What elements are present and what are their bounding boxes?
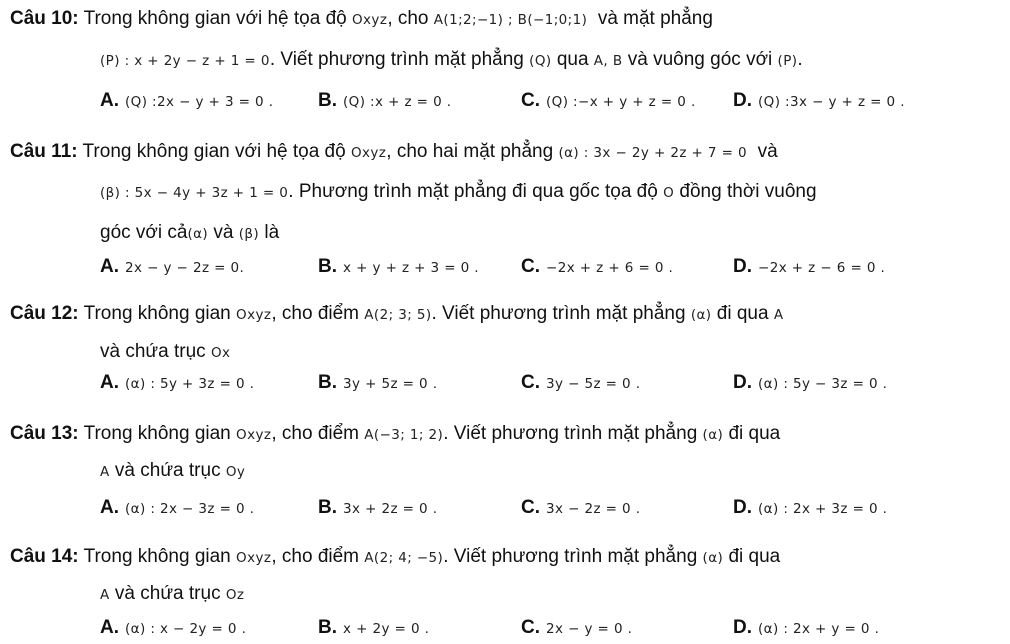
option-label: B.	[318, 497, 337, 518]
option-text: (Q) :x + z = 0 .	[343, 94, 452, 110]
question-13-math-5: Oy	[225, 464, 246, 480]
question-14-math-1: Oxyz	[236, 550, 272, 566]
option-label: C.	[521, 256, 540, 277]
question-11-line-2	[100, 180, 817, 205]
question-10-number: Câu 10:	[10, 8, 79, 29]
question-13-option-d[interactable]	[733, 496, 887, 521]
question-13-line-2	[100, 459, 245, 484]
question-11-text-2: , cho hai mặt phẳng	[386, 141, 554, 162]
option-text: (α) : 2x + 3z = 0 .	[758, 501, 888, 517]
question-12-line-1	[10, 302, 783, 327]
question-14-option-c[interactable]	[521, 616, 632, 641]
question-11-text-8: là	[264, 222, 280, 243]
question-14-number: Câu 14:	[10, 546, 79, 567]
question-13-math-1: Oxyz	[236, 427, 272, 443]
question-11-math-1: Oxyz	[350, 145, 387, 161]
option-label: A.	[100, 90, 119, 111]
question-11-line-1	[10, 140, 778, 165]
question-12-text-4: đi qua	[716, 303, 769, 324]
question-12-math-4: A	[773, 307, 784, 323]
option-text: (Q) :−x + y + z = 0 .	[546, 94, 696, 110]
question-11-option-a[interactable]	[100, 255, 244, 280]
question-14-option-d[interactable]	[733, 616, 879, 641]
question-12-line-2	[100, 340, 230, 365]
question-11-math-2: (α) : 3x − 2y + 2z + 7 = 0	[558, 145, 747, 161]
option-text: (α) : 5y + 3z = 0 .	[125, 376, 255, 392]
question-12-option-a[interactable]	[100, 371, 254, 396]
question-11-number: Câu 11:	[10, 141, 78, 162]
question-13-math-2: A(−3; 1; 2)	[364, 427, 444, 443]
question-10-line-2	[100, 48, 803, 73]
option-label: C.	[521, 372, 540, 393]
question-11-math-3: (β) : 5x − 4y + 3z + 1 = 0	[100, 185, 289, 201]
option-text: 2x − y = 0 .	[546, 621, 633, 637]
question-14-line-2	[100, 582, 244, 607]
option-text: x + y + z + 3 = 0 .	[343, 260, 480, 276]
question-12-math-2: A(2; 3; 5)	[364, 307, 432, 323]
question-13-text-4: đi qua	[728, 423, 781, 444]
question-11-option-b[interactable]	[318, 255, 479, 280]
option-text: (α) : x − 2y = 0 .	[125, 621, 247, 637]
option-text: −2x + z + 6 = 0 .	[546, 260, 674, 276]
question-13-line-1	[10, 422, 780, 447]
question-14-text-1: Trong không gian	[83, 546, 231, 567]
question-11-math-6: (α)	[187, 226, 209, 242]
question-14-option-a[interactable]	[100, 616, 246, 641]
question-14-text-4: đi qua	[728, 546, 781, 567]
question-14-math-4: A	[100, 587, 110, 603]
question-10-line-1	[10, 7, 713, 32]
question-14-text-5: và chứa trục	[114, 583, 221, 604]
question-13-math-4: A	[100, 464, 110, 480]
question-14-text-3: . Viết phương trình mặt phẳng	[443, 546, 698, 567]
question-12-text-5: và chứa trục	[100, 341, 206, 362]
question-13-text-5: và chứa trục	[114, 460, 221, 481]
question-10-text-4: . Viết phương trình mặt phẳng	[269, 49, 524, 70]
option-text: (α) : 2x + y = 0 .	[758, 621, 880, 637]
question-13-text-3: . Viết phương trình mặt phẳng	[443, 423, 698, 444]
option-label: A.	[100, 617, 119, 638]
option-label: A.	[100, 372, 119, 393]
question-12-option-c[interactable]	[521, 371, 640, 396]
option-text: 3x + 2z = 0 .	[343, 501, 438, 517]
question-14-option-b[interactable]	[318, 616, 429, 641]
option-label: A.	[100, 497, 119, 518]
question-11-option-c[interactable]	[521, 255, 673, 280]
question-12-math-1: Oxyz	[236, 307, 272, 323]
question-14-text-2: , cho điểm	[271, 546, 359, 567]
question-12-text-2: , cho điểm	[271, 303, 359, 324]
question-10-math-5: A, B	[593, 53, 623, 69]
question-11-math-7: (β)	[238, 226, 260, 242]
question-12-math-5: Ox	[210, 345, 231, 361]
option-text: −2x + z − 6 = 0 .	[758, 260, 886, 276]
option-text: (α) : 5y − 3z = 0 .	[758, 376, 888, 392]
option-text: (Q) :3x − y + z = 0 .	[758, 94, 905, 110]
option-label: D.	[733, 256, 752, 277]
option-text: 3y + 5z = 0 .	[343, 376, 438, 392]
question-10-option-c[interactable]	[521, 89, 696, 114]
option-label: B.	[318, 617, 337, 638]
option-text: 3x − 2z = 0 .	[546, 501, 641, 517]
question-12-math-3: (α)	[690, 307, 712, 323]
question-12-option-b[interactable]	[318, 371, 437, 396]
question-14-math-5: Oz	[225, 587, 245, 603]
option-label: B.	[318, 90, 337, 111]
question-11-text-4: . Phương trình mặt phẳng đi qua gốc tọa độ	[288, 181, 658, 202]
option-label: D.	[733, 372, 752, 393]
question-12-text-3: . Viết phương trình mặt phẳng	[431, 303, 686, 324]
question-10-text-2: , cho	[387, 8, 429, 29]
option-label: D.	[733, 617, 752, 638]
question-13-option-c[interactable]	[521, 496, 640, 521]
question-10-text-7: .	[797, 49, 803, 70]
question-10-text-6: và vuông góc với	[627, 49, 773, 70]
question-13-option-b[interactable]	[318, 496, 437, 521]
question-12-number: Câu 12:	[10, 303, 79, 324]
question-14-math-3: (α)	[702, 550, 724, 566]
option-text: 3y − 5z = 0 .	[546, 376, 641, 392]
option-text: (Q) :2x − y + 3 = 0 .	[125, 94, 274, 110]
question-13-math-3: (α)	[702, 427, 724, 443]
question-13-text-1: Trong không gian	[83, 423, 231, 444]
question-11-text-3: và	[757, 141, 778, 162]
question-10-option-d[interactable]	[733, 89, 905, 114]
option-label: A.	[100, 256, 119, 277]
question-11-text-7: và	[213, 222, 234, 243]
question-12-option-d[interactable]	[733, 371, 887, 396]
question-11-text-1: Trong không gian với hệ tọa độ	[82, 141, 346, 162]
question-10-math-2: A(1;2;−1) ; B(−1;0;1)	[433, 12, 588, 28]
option-label: D.	[733, 90, 752, 111]
question-10-text-1: Trong không gian với hệ tọa độ	[83, 8, 347, 29]
question-14-math-2: A(2; 4; −5)	[364, 550, 444, 566]
option-label: D.	[733, 497, 752, 518]
question-10-text-5: qua	[556, 49, 589, 70]
question-11-text-5: đồng thời vuông	[679, 181, 817, 202]
option-text: 2x − y − 2z = 0.	[125, 260, 245, 276]
question-11-math-4: O	[663, 185, 675, 201]
question-10-text-3: và mặt phẳng	[597, 8, 713, 29]
option-label: C.	[521, 617, 540, 638]
question-10-math-4: (Q)	[529, 53, 552, 69]
question-13-number: Câu 13:	[10, 423, 79, 444]
option-text: (α) : 2x − 3z = 0 .	[125, 501, 255, 517]
option-label: B.	[318, 372, 337, 393]
option-label: C.	[521, 497, 540, 518]
question-10-math-6: (P)	[777, 53, 798, 69]
question-12-text-1: Trong không gian	[83, 303, 231, 324]
question-10-option-b[interactable]	[318, 89, 451, 114]
question-10-option-a[interactable]	[100, 89, 273, 114]
question-11-text-6: góc với cả	[100, 222, 188, 243]
option-text: x + 2y = 0 .	[343, 621, 430, 637]
question-11-line-3	[100, 221, 279, 246]
question-11-option-d[interactable]	[733, 255, 885, 280]
question-10-math-3: (P) : x + 2y − z + 1 = 0	[100, 53, 270, 69]
question-14-line-1	[10, 545, 780, 570]
question-13-option-a[interactable]	[100, 496, 254, 521]
question-10-math-1: Oxyz	[352, 12, 388, 28]
option-label: C.	[521, 90, 540, 111]
question-13-text-2: , cho điểm	[271, 423, 359, 444]
option-label: B.	[318, 256, 337, 277]
